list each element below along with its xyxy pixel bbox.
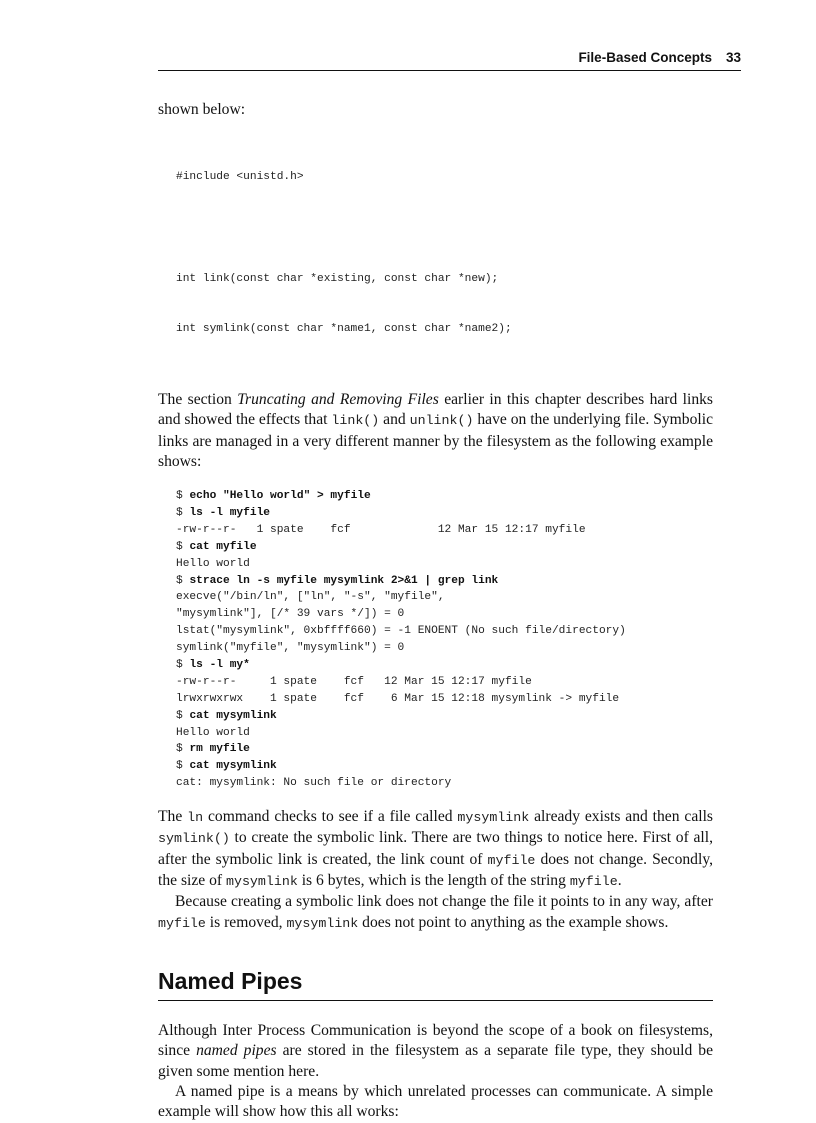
code-line: #include <unistd.h> [176, 171, 304, 184]
shell-command: strace ln -s myfile mysymlink 2>&1 | grep link [189, 574, 499, 587]
intro-line: shown below: [158, 101, 246, 118]
running-head-title: File-Based Concepts [578, 50, 712, 65]
text-run: to create the symbolic link. There are two things to notice here. First of all, after the symbolic link is created, the link count of [158, 829, 713, 868]
shell-prompt: $ [176, 490, 190, 503]
shell-output: lstat("mysymlink", 0xbffff660) = -1 ENOENT (No such file/directory) [176, 625, 626, 638]
inline-code: link() [331, 413, 380, 429]
terminal-line [176, 573, 713, 590]
inline-code: mysymlink [457, 810, 530, 826]
section-reference: Truncating and Removing Files [237, 390, 439, 408]
terminal-line [176, 640, 713, 657]
shell-prompt: $ [176, 709, 190, 722]
terminal-line [176, 674, 713, 691]
inline-code: myfile [487, 852, 536, 868]
shell-prompt: $ [176, 743, 190, 756]
text-run: is removed, [205, 913, 287, 931]
text-run: have on the underlying file. Symbolic links are managed in a very different manner by the filesystem as the following example shows: [158, 411, 713, 470]
shell-prompt: $ [176, 760, 190, 773]
shell-command: cat myfile [189, 540, 257, 553]
terminal-line [176, 505, 713, 522]
inline-code: unlink() [409, 413, 474, 429]
terminal-line [176, 556, 713, 573]
inline-code: myfile [158, 915, 206, 931]
text-run: Although Inter Process Communication is beyond the scope of a book on filesystems, since [158, 1021, 713, 1060]
text-run: earlier in this chapter describes hard links and showed the effects that [158, 390, 713, 429]
inline-code: symlink() [158, 831, 230, 847]
terminal-session-block [158, 488, 713, 792]
shell-output: Hello world [176, 557, 250, 570]
inline-code: ln [187, 810, 204, 826]
terminal-line [176, 708, 713, 725]
section-rule [158, 1000, 713, 1001]
text-run: command checks to see if a file called [203, 808, 458, 826]
prototype-code-block [158, 135, 713, 372]
paragraph-symlink-dangling [158, 892, 713, 934]
terminal-line [176, 741, 713, 758]
terminal-line [176, 657, 713, 674]
terminal-line [176, 589, 713, 606]
inline-code: mysymlink [286, 915, 359, 931]
terminal-line [176, 522, 713, 539]
page-number: 33 [725, 50, 741, 65]
terminal-line [176, 488, 713, 505]
shell-prompt: $ [176, 507, 190, 519]
shell-output: lrwxrwxrwx 1 spate fcf 6 Mar 15 12:18 mysymlink -> myfile [176, 692, 620, 705]
shell-output: symlink("myfile", "mysymlink") = 0 [176, 642, 405, 655]
text-run: is 6 bytes, which is the length of the string [297, 872, 570, 890]
shell-prompt: $ [176, 659, 190, 672]
emphasis-term: named pipes [196, 1042, 277, 1060]
shell-command: cat mysymlink [189, 760, 277, 773]
terminal-line [176, 691, 713, 708]
header-rule [158, 70, 741, 71]
paragraph-named-pipe: A named pipe is a means by which unrelated processes can communicate. A simple example will show how this all works: [158, 1082, 713, 1121]
shell-command: ls -l myfile [189, 507, 271, 519]
inline-code: myfile [569, 874, 618, 890]
inline-code: mysymlink [225, 874, 298, 890]
code-line: int link(const char *existing, const char *new); [176, 272, 499, 285]
shell-output: execve("/bin/ln", ["ln", "-s", "myfile", [176, 591, 445, 604]
text-run: does not change. Secondly, the size of [158, 850, 713, 890]
text-run: are stored in the filesystem as a separate file type, they should be given some mention here. [158, 1042, 713, 1080]
text-run: and [379, 411, 410, 429]
paragraph-ln-explanation [158, 807, 713, 892]
terminal-line [176, 606, 713, 623]
terminal-line [176, 758, 713, 775]
terminal-line [176, 539, 713, 556]
shell-prompt: $ [176, 574, 190, 587]
code-line [176, 220, 713, 237]
text-run: does not point to anything as the example shows. [358, 913, 669, 931]
shell-output: -rw-r--r- 1 spate fcf 12 Mar 15 12:17 myfile [176, 675, 532, 688]
text-run: The [158, 808, 188, 826]
shell-command: echo "Hello world" > myfile [189, 490, 371, 503]
running-head [158, 48, 741, 68]
text-run: Because creating a symbolic link does not change the file it points to in any way, after [175, 893, 713, 911]
shell-command: rm myfile [189, 743, 250, 756]
shell-output: cat: mysymlink: No such file or directory [176, 777, 452, 790]
text-run: . [617, 872, 622, 890]
shell-output: "mysymlink"], [/* 39 vars */]) = 0 [176, 608, 405, 621]
paragraph-link-intro [158, 390, 713, 472]
terminal-line [176, 623, 713, 640]
page-body [158, 100, 713, 1122]
paragraph-ipc [158, 1021, 713, 1082]
code-line: int symlink(const char *name1, const char *name2); [176, 323, 512, 336]
shell-output: Hello world [176, 726, 250, 739]
shell-command: ls -l my* [189, 659, 250, 672]
text-run: already exists and then calls [529, 808, 713, 826]
terminal-line [176, 775, 713, 792]
section-heading: Named Pipes [158, 967, 303, 994]
terminal-line [176, 725, 713, 742]
shell-output: -rw-r--r- 1 spate fcf 12 Mar 15 12:17 myfile [176, 523, 586, 536]
text-run: The section [158, 390, 238, 408]
shell-prompt: $ [176, 540, 190, 553]
shell-command: cat mysymlink [189, 709, 277, 722]
